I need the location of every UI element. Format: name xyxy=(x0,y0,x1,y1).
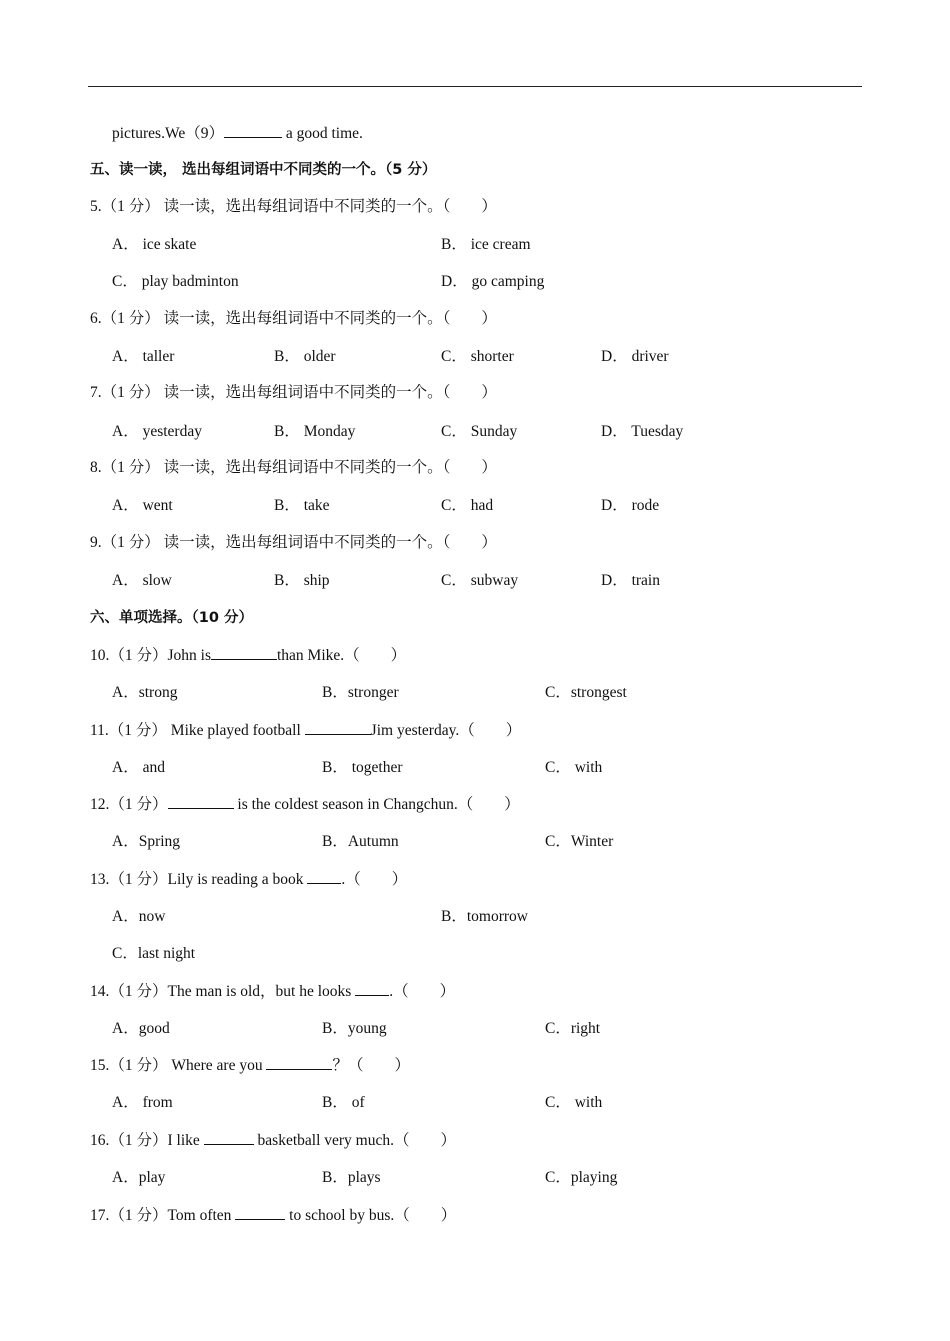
question-6 xyxy=(0,307,950,331)
option-c[interactable]: C．Winter xyxy=(545,833,614,850)
question-stem-before: 13.（1 分）Lily is reading a book xyxy=(90,871,308,888)
question-14-options xyxy=(0,1017,950,1041)
question-stem-before: 14.（1 分）The man is old，but he looks xyxy=(90,983,356,1000)
option-d[interactable]: D． Tuesday xyxy=(601,423,684,440)
option-c[interactable]: C． subway xyxy=(441,572,519,589)
question-stem: 7.（1 分） 读一读，选出每组词语中不同类的一个。（ ） xyxy=(90,384,497,401)
option-b[interactable]: B．stronger xyxy=(322,684,399,701)
option-b[interactable]: B． ice cream xyxy=(441,236,531,253)
section-title-5 xyxy=(0,158,950,182)
option-d[interactable]: D． rode xyxy=(601,497,660,514)
intro-after: a good time. xyxy=(281,125,363,142)
option-a[interactable]: A． taller xyxy=(112,348,175,365)
question-12 xyxy=(0,792,950,816)
question-13-options-row1 xyxy=(0,905,950,929)
intro-before: pictures.We（9） xyxy=(112,125,224,142)
option-a[interactable]: A． from xyxy=(112,1094,173,1111)
answer-blank xyxy=(266,1053,332,1070)
question-stem-after: basketball very much.（ ） xyxy=(253,1132,456,1149)
question-15-options xyxy=(0,1091,950,1115)
option-c[interactable]: C． had xyxy=(441,497,494,514)
option-b[interactable]: B．plays xyxy=(322,1169,381,1186)
question-8 xyxy=(0,456,950,480)
option-b[interactable]: B． older xyxy=(274,348,336,365)
option-c[interactable]: C．strongest xyxy=(545,684,627,701)
option-b[interactable]: B． of xyxy=(322,1094,365,1111)
question-7-options xyxy=(0,420,950,444)
option-a[interactable]: A．play xyxy=(112,1169,166,1186)
option-c[interactable]: C． play badminton xyxy=(112,273,239,290)
header-rule xyxy=(88,86,862,87)
question-stem-before: 12.（1 分） xyxy=(90,796,168,813)
option-a[interactable]: A． and xyxy=(112,759,165,776)
option-d[interactable]: D． train xyxy=(601,572,660,589)
question-11 xyxy=(0,718,950,742)
question-5-options-row1 xyxy=(0,233,950,257)
question-11-options xyxy=(0,756,950,780)
answer-blank xyxy=(235,1203,285,1220)
question-stem: 6.（1 分） 读一读，选出每组词语中不同类的一个。（ ） xyxy=(90,310,497,327)
option-b[interactable]: B．Autumn xyxy=(322,833,399,850)
question-13 xyxy=(0,867,950,891)
question-stem-before: 10.（1 分）John is xyxy=(90,647,211,664)
option-c[interactable]: C．last night xyxy=(112,945,196,962)
option-c[interactable]: C． Sunday xyxy=(441,423,518,440)
question-5 xyxy=(0,195,950,219)
question-stem-after: ？（ ） xyxy=(332,1057,410,1074)
question-9-options xyxy=(0,569,950,593)
question-stem-before: 15.（1 分） Where are you xyxy=(90,1057,267,1074)
section-title-6 xyxy=(0,606,950,630)
question-16 xyxy=(0,1128,950,1152)
answer-blank xyxy=(224,121,282,138)
answer-blank xyxy=(204,1128,254,1145)
option-b[interactable]: B． take xyxy=(274,497,330,514)
answer-blank xyxy=(307,867,341,884)
question-stem-before: 17.（1 分）Tom often xyxy=(90,1207,236,1224)
answer-blank xyxy=(168,792,234,809)
answer-blank xyxy=(305,718,371,735)
question-stem: 9.（1 分） 读一读，选出每组词语中不同类的一个。（ ） xyxy=(90,534,497,551)
question-stem-after: Jim yesterday.（ ） xyxy=(370,722,522,739)
question-stem-after: than Mike.（ ） xyxy=(277,647,407,664)
option-a[interactable]: A． went xyxy=(112,497,173,514)
option-a[interactable]: A．now xyxy=(112,908,166,925)
option-a[interactable]: A． yesterday xyxy=(112,423,202,440)
answer-blank xyxy=(355,979,389,996)
question-7 xyxy=(0,381,950,405)
option-a[interactable]: A．good xyxy=(112,1020,170,1037)
question-stem-after: .（ ） xyxy=(341,871,408,888)
option-b[interactable]: B． Monday xyxy=(274,423,356,440)
section-title-text: 六、单项选择。（10 分） xyxy=(90,610,253,626)
question-15 xyxy=(0,1053,950,1077)
option-a[interactable]: A． ice skate xyxy=(112,236,197,253)
question-5-options-row2 xyxy=(0,270,950,294)
option-c[interactable]: C． with xyxy=(545,759,603,776)
question-stem-after: to school by bus.（ ） xyxy=(285,1207,457,1224)
option-d[interactable]: D． go camping xyxy=(441,273,545,290)
question-stem-before: 16.（1 分）I like xyxy=(90,1132,204,1149)
question-9 xyxy=(0,531,950,555)
question-10-options xyxy=(0,681,950,705)
question-13-options-row2 xyxy=(0,942,950,966)
question-12-options xyxy=(0,830,950,854)
answer-blank xyxy=(211,643,277,660)
question-stem-after: is the coldest season in Changchun.（ ） xyxy=(233,796,520,813)
option-d[interactable]: D． driver xyxy=(601,348,669,365)
option-c[interactable]: C．playing xyxy=(545,1169,618,1186)
option-c[interactable]: C． with xyxy=(545,1094,603,1111)
section-title-text: 五、读一读， 选出每组词语中不同类的一个。（5 分） xyxy=(90,162,437,178)
question-16-options xyxy=(0,1166,950,1190)
option-a[interactable]: A．Spring xyxy=(112,833,181,850)
question-stem-after: .（ ） xyxy=(389,983,456,1000)
question-stem-before: 11.（1 分） Mike played football xyxy=(90,722,305,739)
option-b[interactable]: B． ship xyxy=(274,572,330,589)
question-6-options xyxy=(0,345,950,369)
question-stem: 5.（1 分） 读一读，选出每组词语中不同类的一个。（ ） xyxy=(90,198,497,215)
question-14 xyxy=(0,979,950,1003)
question-8-options xyxy=(0,494,950,518)
option-b[interactable]: B． together xyxy=(322,759,403,776)
option-a[interactable]: A．strong xyxy=(112,684,178,701)
option-a[interactable]: A． slow xyxy=(112,572,172,589)
question-stem: 8.（1 分） 读一读，选出每组词语中不同类的一个。（ ） xyxy=(90,459,497,476)
question-17 xyxy=(0,1203,950,1227)
option-b[interactable]: B．tomorrow xyxy=(441,908,528,925)
option-c[interactable]: C． shorter xyxy=(441,348,514,365)
intro-line xyxy=(0,121,950,145)
question-10 xyxy=(0,643,950,667)
option-c[interactable]: C．right xyxy=(545,1020,601,1037)
option-b[interactable]: B．young xyxy=(322,1020,387,1037)
